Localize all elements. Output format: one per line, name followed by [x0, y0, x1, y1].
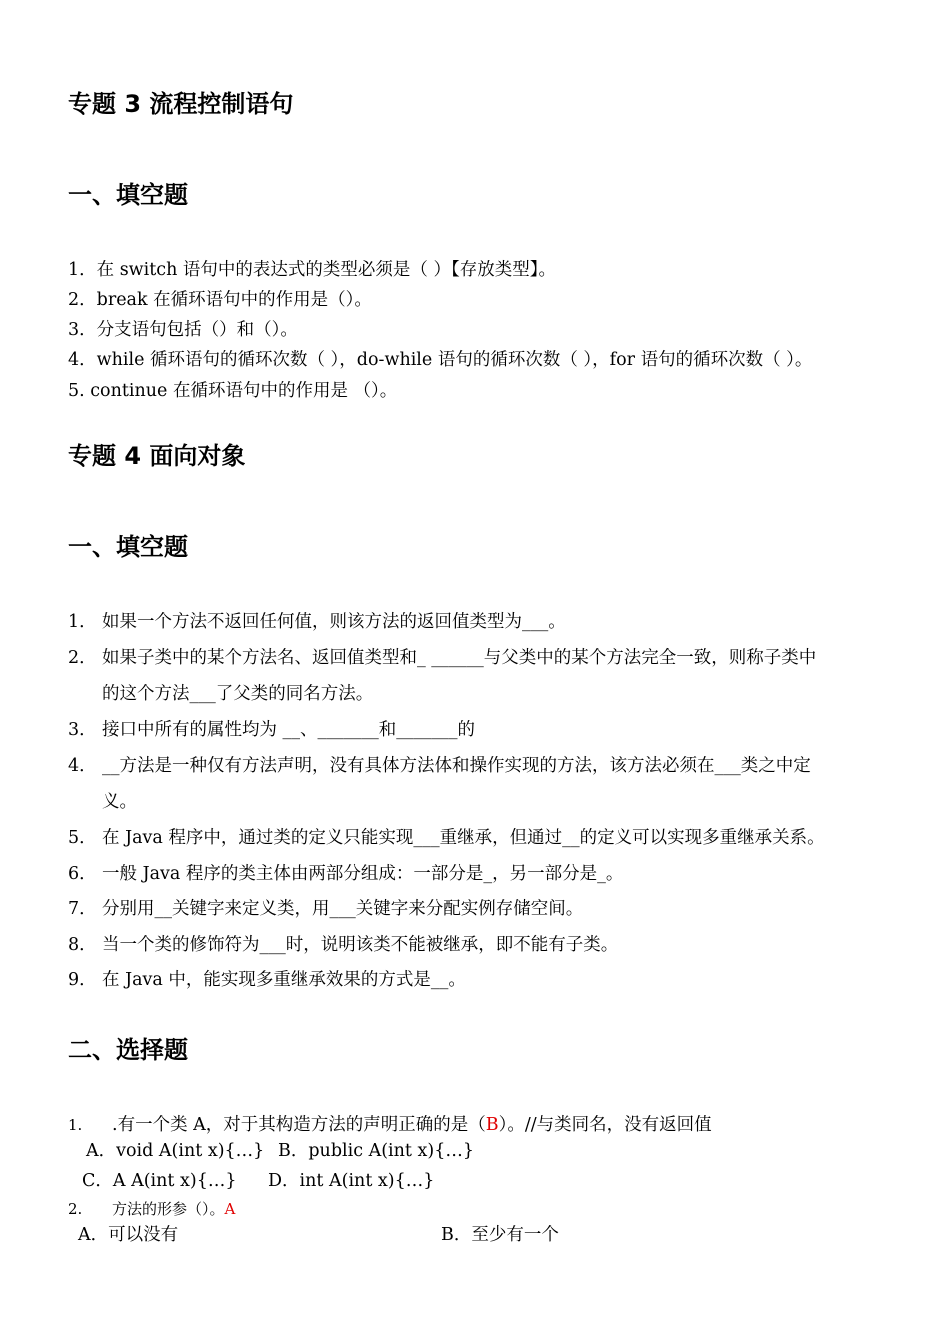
choice-2-option-a: A．可以没有	[78, 1225, 179, 1245]
topic3-item-4: 4．while 循环语句的循环次数（ ），do-while 语句的循环次数（ ），for 语句的循环次数（ ）。	[68, 350, 813, 370]
topic3-item-2: 2．break 在循环语句中的作用是（）。	[68, 290, 372, 310]
topic3-section-fill: 一、填空题	[68, 181, 188, 209]
fill-question-8: 8． 当一个类的修饰符为___时，说明该类不能被继承，即不能有子类。	[68, 935, 619, 955]
topic3-item-3: 3．分支语句包括（）和（）。	[68, 320, 298, 340]
choice-1-option-b: B．public A(int x){…}	[278, 1141, 474, 1161]
topic3-item-5: 5. continue 在循环语句中的作用是 （）。	[68, 381, 398, 401]
choice-question-2: 2. 方法的形参（）。A	[68, 1200, 236, 1218]
fill-question-2: 2． 如果子类中的某个方法名、返回值类型和_ ______与父类中的某个方法完全一致，则称子类中	[68, 648, 817, 668]
answer-mark: B	[485, 1115, 499, 1135]
choice-1-option-c: C．A A(int x){…}	[82, 1171, 237, 1191]
topic4-section-choice: 二、选择题	[68, 1036, 188, 1064]
choice-2-option-b: B．至少有一个	[441, 1225, 559, 1245]
choice-1-option-d: D．int A(int x){…}	[268, 1171, 435, 1191]
fill-question-5: 5． 在 Java 程序中，通过类的定义只能实现___重继承，但通过__的定义可以实现多重继承关系。	[68, 828, 825, 848]
fill-question-4-continued: 义。	[102, 792, 137, 812]
fill-question-7: 7． 分别用__关键字来定义类，用___关键字来分配实例存储空间。	[68, 899, 584, 919]
fill-question-2-continued: 的这个方法___了父类的同名方法。	[102, 684, 374, 704]
topic3-item-1: 1．在 switch 语句中的表达式的类型必须是（ ）【存放类型】。	[68, 260, 556, 280]
fill-question-9: 9． 在 Java 中，能实现多重继承效果的方式是__。	[68, 970, 466, 990]
fill-question-3: 3． 接口中所有的属性均为 __、_______和_______的	[68, 720, 476, 740]
answer-mark: A	[224, 1200, 236, 1218]
fill-question-1: 1． 如果一个方法不返回任何值，则该方法的返回值类型为___。	[68, 612, 566, 632]
fill-question-6: 6． 一般 Java 程序的类主体由两部分组成：一部分是_，另一部分是_。	[68, 864, 624, 884]
topic4-title: 专题 4 面向对象	[68, 442, 246, 470]
topic3-title: 专题 3 流程控制语句	[68, 90, 294, 118]
choice-question-1: 1. .有一个类 A，对于其构造方法的声明正确的是（B）。//与类同名，没有返回值	[68, 1115, 712, 1135]
fill-question-4: 4． __方法是一种仅有方法声明，没有具体方法体和操作实现的方法，该方法必须在___类之中定	[68, 756, 811, 776]
choice-1-option-a: A．void A(int x){…}	[86, 1141, 265, 1161]
topic4-section-fill: 一、填空题	[68, 533, 188, 561]
